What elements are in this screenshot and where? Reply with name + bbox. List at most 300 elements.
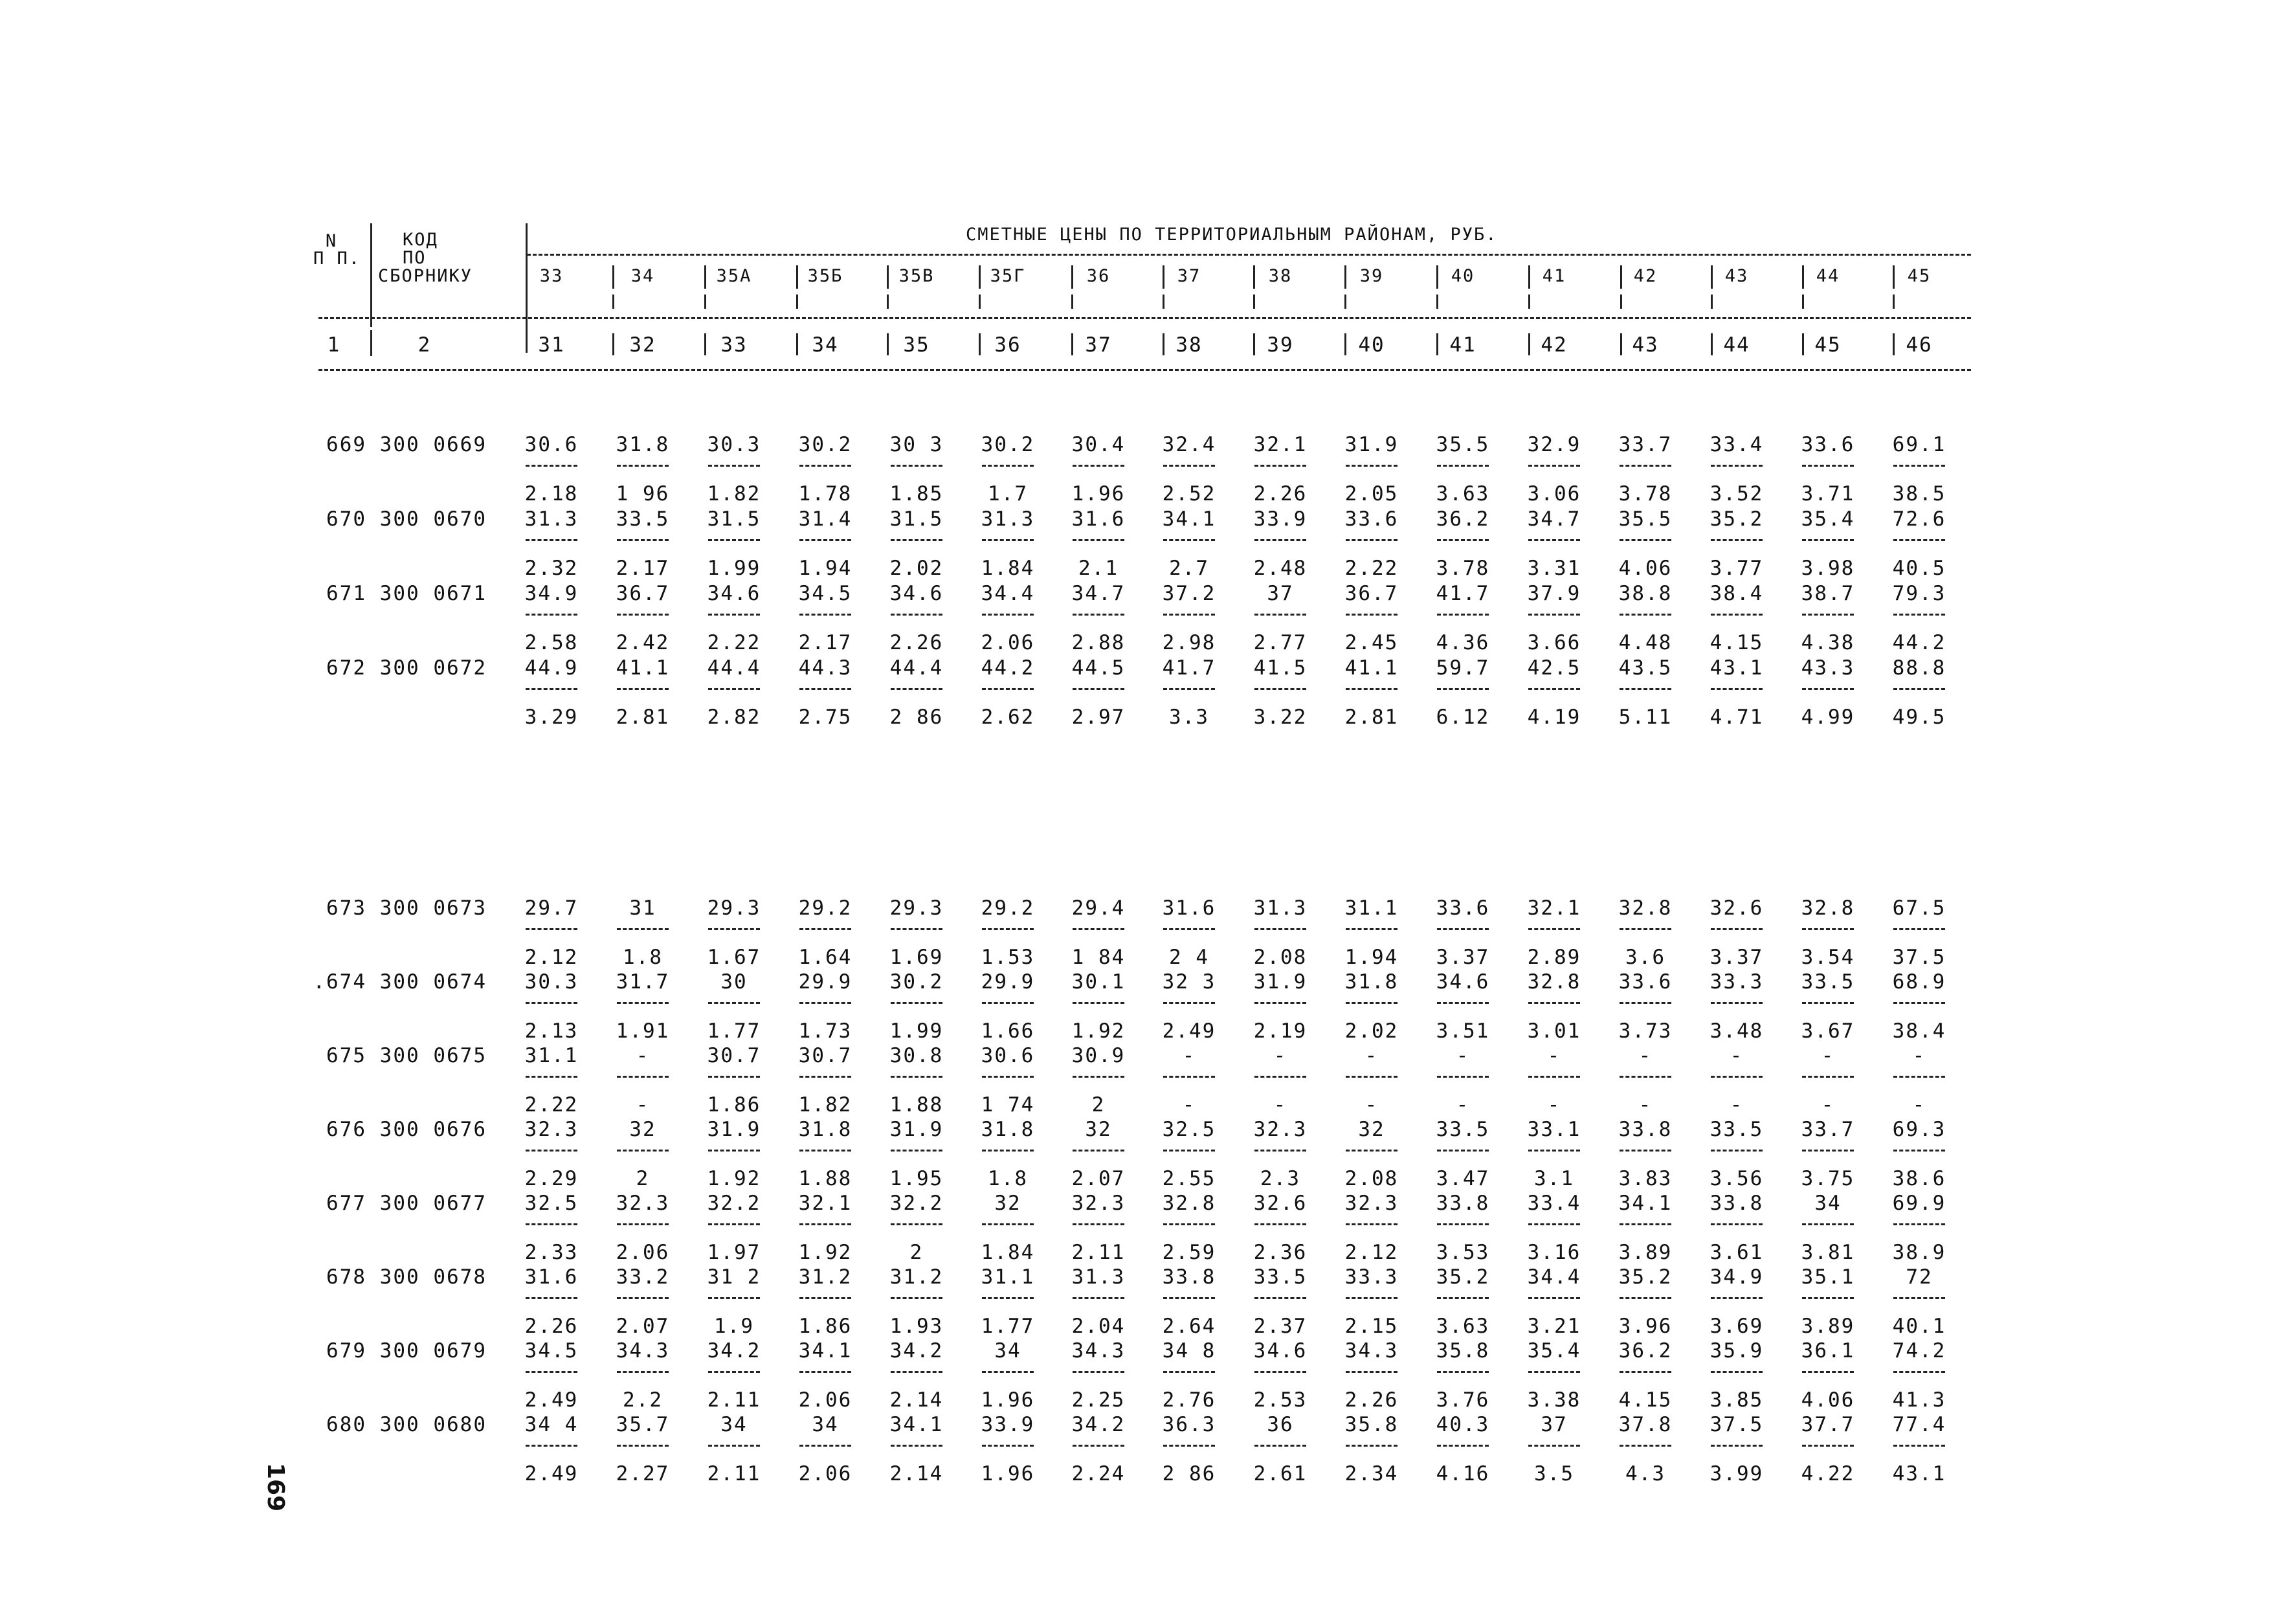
price-cell: 3.53 <box>1436 1241 1490 1264</box>
fraction-line <box>1163 1371 1215 1373</box>
price-cell: 3.89 <box>1618 1241 1673 1264</box>
price-cell: 2.59 <box>1162 1241 1216 1264</box>
price-cell: - <box>1821 1093 1835 1117</box>
fraction-line <box>891 1002 942 1004</box>
header-vrule <box>1893 265 1895 289</box>
price-cell: 31 <box>629 896 656 920</box>
price-cell: 44.5 <box>1071 656 1126 680</box>
index-cell: 2 <box>418 333 432 357</box>
fraction-line <box>982 688 1034 690</box>
header-vrule <box>1893 295 1895 309</box>
fraction-line <box>617 1150 669 1151</box>
price-cell: 31.2 <box>889 1265 944 1289</box>
price-cell: - <box>1638 1044 1653 1067</box>
fraction-line <box>617 614 669 616</box>
fraction-line <box>526 1002 577 1004</box>
fraction-line <box>708 1150 760 1151</box>
fraction-line <box>1254 1150 1306 1151</box>
price-cell: 29.3 <box>889 896 944 920</box>
fraction-line <box>1528 1297 1580 1299</box>
fraction-line <box>982 539 1034 541</box>
index-cell: 40 <box>1358 333 1385 357</box>
price-cell: 77.4 <box>1892 1413 1946 1436</box>
fraction-line <box>1346 1002 1398 1004</box>
price-cell: 34.6 <box>1436 970 1490 994</box>
index-cell: 46 <box>1906 333 1933 357</box>
price-cell: - <box>1821 1044 1835 1067</box>
price-cell: 31.7 <box>616 970 670 994</box>
price-cell: 33.6 <box>1801 433 1855 456</box>
price-cell: 41.5 <box>1253 656 1308 680</box>
price-cell: 33.3 <box>1344 1265 1399 1289</box>
price-cell: 4.19 <box>1527 706 1581 729</box>
price-cell: 2.48 <box>1253 557 1308 580</box>
price-cell: 35.5 <box>1618 507 1673 531</box>
price-cell: 37.5 <box>1709 1413 1764 1436</box>
fraction-line <box>982 1150 1034 1151</box>
district-header: 35Г <box>990 266 1026 286</box>
price-cell: 34 4 <box>524 1413 579 1436</box>
price-cell: 1 84 <box>1071 946 1126 969</box>
price-cell: 36.7 <box>616 582 670 605</box>
price-cell: 30.2 <box>889 970 944 994</box>
header-vrule <box>612 265 614 289</box>
price-cell: 1.94 <box>798 557 852 580</box>
price-cell: 37 <box>1541 1413 1568 1436</box>
price-cell: 3.31 <box>1527 557 1581 580</box>
price-cell: 72.6 <box>1892 507 1946 531</box>
price-cell: 30.7 <box>707 1044 761 1067</box>
fraction-line <box>1437 1150 1489 1151</box>
price-cell: 30 <box>720 970 748 994</box>
price-cell: 3.81 <box>1801 1241 1855 1264</box>
fraction-line <box>1073 1297 1124 1299</box>
price-cell: 1.97 <box>707 1241 761 1264</box>
price-cell: 4.71 <box>1709 706 1764 729</box>
price-cell: 2 <box>636 1167 650 1190</box>
price-cell: 31.4 <box>798 507 852 531</box>
fraction-line <box>1620 1002 1671 1004</box>
index-cell: 36 <box>994 333 1021 357</box>
index-cell: 39 <box>1267 333 1294 357</box>
price-cell: 34.1 <box>1618 1192 1673 1215</box>
price-cell: 34.4 <box>1527 1265 1581 1289</box>
price-cell: 32 <box>994 1192 1021 1215</box>
price-cell: 29.9 <box>798 970 852 994</box>
fraction-line <box>708 1076 760 1078</box>
price-cell: 43.3 <box>1801 656 1855 680</box>
price-cell: 33.2 <box>616 1265 670 1289</box>
district-header: 45 <box>1907 266 1932 286</box>
price-cell: 33.6 <box>1344 507 1399 531</box>
fraction-line <box>526 1445 577 1447</box>
price-cell: 3.48 <box>1709 1019 1764 1043</box>
price-cell: 4.36 <box>1436 631 1490 654</box>
fraction-line <box>1711 1150 1763 1151</box>
price-cell: 1.86 <box>798 1315 852 1338</box>
fraction-line <box>1163 1297 1215 1299</box>
price-cell: 30.7 <box>798 1044 852 1067</box>
price-cell: 2.17 <box>616 557 670 580</box>
price-cell: 41.1 <box>1344 656 1399 680</box>
price-cell: 31.8 <box>616 433 670 456</box>
header-title: СМЕТНЫЕ ЦЕНЫ ПО ТЕРРИТОРИАЛЬНЫМ РАЙОНАМ, РУБ. <box>966 225 1498 245</box>
price-cell: 2.12 <box>1344 1241 1399 1264</box>
price-cell: 31.1 <box>524 1044 579 1067</box>
price-cell: 3.51 <box>1436 1019 1490 1043</box>
price-cell: 33.5 <box>1801 970 1855 994</box>
price-cell: 3.85 <box>1709 1388 1764 1412</box>
price-cell: 34.1 <box>798 1339 852 1363</box>
fraction-line <box>1073 688 1124 690</box>
fraction-line <box>1802 1223 1854 1225</box>
fraction-line <box>1893 1002 1945 1004</box>
price-cell: 6.12 <box>1436 706 1490 729</box>
fraction-line <box>526 1297 577 1299</box>
header-vrule <box>1253 265 1255 289</box>
index-cell: 42 <box>1541 333 1568 357</box>
header-vrule <box>612 333 614 355</box>
fraction-line <box>1163 1150 1215 1151</box>
price-cell: 1.93 <box>889 1315 944 1338</box>
district-header: 38 <box>1268 266 1293 286</box>
price-cell: 37.2 <box>1162 582 1216 605</box>
price-cell: 1 96 <box>616 482 670 506</box>
price-cell: 33.1 <box>1527 1118 1581 1141</box>
price-cell: 33.4 <box>1527 1192 1581 1215</box>
fraction-line <box>799 1002 851 1004</box>
price-cell: 33.7 <box>1618 433 1673 456</box>
price-cell: - <box>1730 1044 1744 1067</box>
price-cell: 36.1 <box>1801 1339 1855 1363</box>
price-cell: 41.1 <box>616 656 670 680</box>
fraction-line <box>526 928 577 930</box>
fraction-line <box>1163 1002 1215 1004</box>
price-cell: 1.64 <box>798 946 852 969</box>
price-cell: - <box>1547 1044 1561 1067</box>
header-vrule <box>1163 333 1164 355</box>
price-cell: 67.5 <box>1892 896 1946 920</box>
fraction-line <box>1893 928 1945 930</box>
fraction-line <box>1893 1076 1945 1078</box>
price-cell: 31.2 <box>798 1265 852 1289</box>
price-cell: 2.37 <box>1253 1315 1308 1338</box>
price-cell: 3.67 <box>1801 1019 1855 1043</box>
fraction-line <box>1073 1223 1124 1225</box>
price-cell: 37.9 <box>1527 582 1581 605</box>
fraction-line <box>1163 928 1215 930</box>
price-cell: 2.98 <box>1162 631 1216 654</box>
price-cell: 1.7 <box>988 482 1028 506</box>
fraction-line <box>1437 1371 1489 1373</box>
price-cell: 34 8 <box>1162 1339 1216 1363</box>
header-rule <box>527 254 1971 256</box>
price-cell: 43.5 <box>1618 656 1673 680</box>
header-vrule <box>1711 295 1713 309</box>
header-vrule <box>370 330 372 356</box>
fraction-line <box>708 539 760 541</box>
price-cell: 3.71 <box>1801 482 1855 506</box>
index-cell: 34 <box>812 333 839 357</box>
price-cell: 41.7 <box>1162 656 1216 680</box>
price-cell: 41.3 <box>1892 1388 1946 1412</box>
header-vrule <box>1163 265 1164 289</box>
price-cell: 4.22 <box>1801 1462 1855 1485</box>
price-cell: 40.3 <box>1436 1413 1490 1436</box>
fraction-line <box>1073 1002 1124 1004</box>
price-cell: 35.2 <box>1709 507 1764 531</box>
fraction-line <box>891 1297 942 1299</box>
price-cell: 30.4 <box>1071 433 1126 456</box>
price-cell: 29.2 <box>981 896 1035 920</box>
price-cell: 33.5 <box>1253 1265 1308 1289</box>
price-cell: 3.66 <box>1527 631 1581 654</box>
price-cell: 3.47 <box>1436 1167 1490 1190</box>
fraction-line <box>526 1150 577 1151</box>
fraction-line <box>982 1002 1034 1004</box>
price-cell: 3.78 <box>1436 557 1490 580</box>
price-cell: 33.8 <box>1618 1118 1673 1141</box>
price-cell: 2.07 <box>1071 1167 1126 1190</box>
price-cell: 2.14 <box>889 1388 944 1412</box>
price-cell: 30.2 <box>798 433 852 456</box>
price-cell: 2.02 <box>1344 1019 1399 1043</box>
fraction-line <box>1437 539 1489 541</box>
price-cell: 2.11 <box>707 1462 761 1485</box>
price-cell: 29.9 <box>981 970 1035 994</box>
header-vrule <box>796 265 798 289</box>
price-cell: 4.48 <box>1618 631 1673 654</box>
fraction-line <box>1711 1371 1763 1373</box>
price-cell: 2 4 <box>1169 946 1209 969</box>
fraction-line <box>708 1445 760 1447</box>
fraction-line <box>1620 1076 1671 1078</box>
price-cell: 31.8 <box>1344 970 1399 994</box>
price-cell: 2 86 <box>1162 1462 1216 1485</box>
row-code: 678 300 0678 <box>326 1265 487 1289</box>
fraction-line <box>1802 688 1854 690</box>
fraction-line <box>1437 1223 1489 1225</box>
price-cell: 2.02 <box>889 557 944 580</box>
price-cell: 3.76 <box>1436 1388 1490 1412</box>
fraction-line <box>982 465 1034 467</box>
district-header: 35А <box>716 266 752 286</box>
district-header: 44 <box>1816 266 1840 286</box>
price-cell: 34 <box>1814 1192 1842 1215</box>
header-vrule <box>1528 295 1530 309</box>
fraction-line <box>799 614 851 616</box>
fraction-line <box>617 539 669 541</box>
price-cell: 35.2 <box>1618 1265 1673 1289</box>
fraction-line <box>1893 1297 1945 1299</box>
fraction-line <box>1893 1150 1945 1151</box>
fraction-line <box>708 1371 760 1373</box>
price-cell: 2.29 <box>524 1167 579 1190</box>
price-cell: 31.3 <box>524 507 579 531</box>
index-cell: 32 <box>629 333 656 357</box>
price-cell: 30 3 <box>889 433 944 456</box>
fraction-line <box>1346 1371 1398 1373</box>
price-cell: 30.6 <box>524 433 579 456</box>
header-vrule <box>1071 333 1073 355</box>
price-cell: 1.69 <box>889 946 944 969</box>
header-vrule <box>1620 333 1622 355</box>
price-cell: 31.3 <box>1253 896 1308 920</box>
fraction-line <box>1073 928 1124 930</box>
fraction-line <box>1711 1223 1763 1225</box>
fraction-line <box>1711 539 1763 541</box>
price-cell: 1.86 <box>707 1093 761 1117</box>
fraction-line <box>708 928 760 930</box>
fraction-line <box>1163 1223 1215 1225</box>
fraction-line <box>982 614 1034 616</box>
header-vrule <box>887 295 889 309</box>
fraction-line <box>1893 539 1945 541</box>
fraction-line <box>1893 614 1945 616</box>
header-vrule <box>1344 265 1346 289</box>
price-cell: 3.69 <box>1709 1315 1764 1338</box>
fraction-line <box>1163 614 1215 616</box>
fraction-line <box>1254 928 1306 930</box>
fraction-line <box>1254 1002 1306 1004</box>
price-cell: 38.8 <box>1618 582 1673 605</box>
price-cell: 31.5 <box>889 507 944 531</box>
price-cell: 32.8 <box>1527 970 1581 994</box>
header-vrule <box>526 223 528 353</box>
fraction-line <box>1163 688 1215 690</box>
fraction-line <box>1346 1445 1398 1447</box>
price-cell: 3.29 <box>524 706 579 729</box>
price-cell: 34.2 <box>707 1339 761 1363</box>
index-cell: 37 <box>1085 333 1112 357</box>
price-cell: 69.1 <box>1892 433 1946 456</box>
fraction-line <box>526 465 577 467</box>
fraction-line <box>1346 1076 1398 1078</box>
price-cell: 32.8 <box>1162 1192 1216 1215</box>
price-cell: 2.15 <box>1344 1315 1399 1338</box>
price-cell: 1.9 <box>714 1315 754 1338</box>
fraction-line <box>1620 1445 1671 1447</box>
price-cell: - <box>1638 1093 1653 1117</box>
price-cell: 1.82 <box>707 482 761 506</box>
price-cell: 1.53 <box>981 946 1035 969</box>
fraction-line <box>1528 688 1580 690</box>
price-cell: 1.8 <box>623 946 663 969</box>
price-cell: 2.88 <box>1071 631 1126 654</box>
price-cell: 2.97 <box>1071 706 1126 729</box>
price-cell: 3.63 <box>1436 1315 1490 1338</box>
price-cell: 35.2 <box>1436 1265 1490 1289</box>
price-cell: 34.3 <box>1071 1339 1126 1363</box>
fraction-line <box>1802 1076 1854 1078</box>
price-cell: 36.2 <box>1436 507 1490 531</box>
price-cell: 2 86 <box>889 706 944 729</box>
price-cell: 72 <box>1906 1265 1933 1289</box>
price-cell: 34.3 <box>1344 1339 1399 1363</box>
price-cell: 3.16 <box>1527 1241 1581 1264</box>
price-cell: 1.94 <box>1344 946 1399 969</box>
price-cell: 1.84 <box>981 1241 1035 1264</box>
price-cell: 2.19 <box>1253 1019 1308 1043</box>
header-vrule <box>1802 295 1804 309</box>
price-cell: 31.8 <box>798 1118 852 1141</box>
price-cell: 34.6 <box>707 582 761 605</box>
fraction-line <box>1528 1445 1580 1447</box>
row-code: 676 300 0676 <box>326 1118 487 1141</box>
price-cell: 69.3 <box>1892 1118 1946 1141</box>
price-cell: 33.9 <box>981 1413 1035 1436</box>
price-cell: 31.9 <box>1253 970 1308 994</box>
price-cell: 1.78 <box>798 482 852 506</box>
price-cell: 32 <box>1358 1118 1385 1141</box>
fraction-line <box>1711 688 1763 690</box>
price-cell: 3.21 <box>1527 1315 1581 1338</box>
index-cell: 43 <box>1632 333 1659 357</box>
price-cell: 2.22 <box>1344 557 1399 580</box>
price-cell: 4.38 <box>1801 631 1855 654</box>
fraction-line <box>891 1223 942 1225</box>
fraction-line <box>617 1002 669 1004</box>
price-cell: - <box>1182 1044 1196 1067</box>
price-cell: 34.3 <box>616 1339 670 1363</box>
row-code: 669 300 0669 <box>326 433 487 456</box>
price-cell: 31.9 <box>707 1118 761 1141</box>
price-cell: - <box>1730 1093 1744 1117</box>
fraction-line <box>1620 1223 1671 1225</box>
fraction-line <box>526 1076 577 1078</box>
price-cell: 33.6 <box>1618 970 1673 994</box>
fraction-line <box>1073 539 1124 541</box>
price-cell: 41.7 <box>1436 582 1490 605</box>
index-cell: 35 <box>903 333 930 357</box>
price-cell: 34.4 <box>981 582 1035 605</box>
price-cell: 2.45 <box>1344 631 1399 654</box>
fraction-line <box>1620 928 1671 930</box>
fraction-line <box>617 1371 669 1373</box>
fraction-line <box>1802 1002 1854 1004</box>
price-cell: 35.8 <box>1344 1413 1399 1436</box>
fraction-line <box>982 1223 1034 1225</box>
fraction-line <box>1711 465 1763 467</box>
price-cell: 1.96 <box>981 1388 1035 1412</box>
price-cell: 44.4 <box>707 656 761 680</box>
fraction-line <box>1802 1150 1854 1151</box>
price-cell: 33.8 <box>1709 1192 1764 1215</box>
price-cell: 4.99 <box>1801 706 1855 729</box>
header-vrule <box>796 333 798 355</box>
price-cell: 32.6 <box>1709 896 1764 920</box>
header-vrule <box>370 223 372 327</box>
price-cell: 32.8 <box>1618 896 1673 920</box>
price-cell: 36.7 <box>1344 582 1399 605</box>
price-cell: 44.3 <box>798 656 852 680</box>
fraction-line <box>617 688 669 690</box>
fraction-line <box>1711 1076 1763 1078</box>
price-cell: 33.5 <box>1436 1118 1490 1141</box>
price-cell: 2.11 <box>707 1388 761 1412</box>
price-cell: 2.81 <box>1344 706 1399 729</box>
fraction-line <box>1254 614 1306 616</box>
fraction-line <box>1528 465 1580 467</box>
price-cell: 2.12 <box>524 946 579 969</box>
price-cell: 35.9 <box>1709 1339 1764 1363</box>
district-header: 34 <box>630 266 655 286</box>
header-vrule <box>1344 295 1346 309</box>
price-cell: 1.67 <box>707 946 761 969</box>
fraction-line <box>1620 1297 1671 1299</box>
price-cell: 32 3 <box>1162 970 1216 994</box>
price-cell: 32.5 <box>524 1192 579 1215</box>
